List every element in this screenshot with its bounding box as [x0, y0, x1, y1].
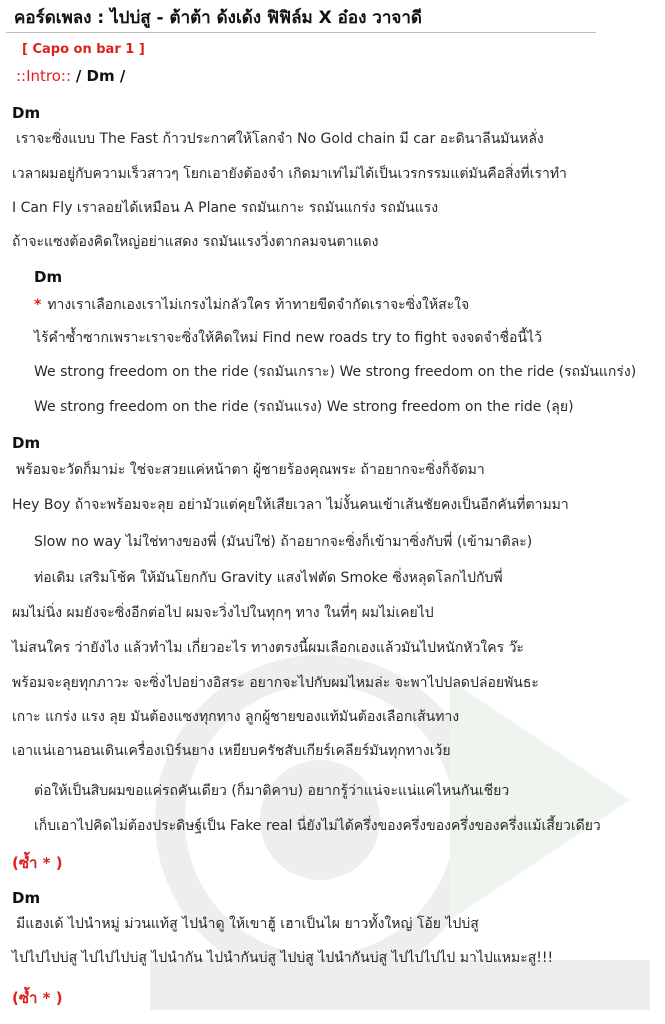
intro-line	[16, 67, 125, 85]
chord-label: Dm	[12, 889, 41, 907]
lyric-line: เก็บเอาไปคิดไม่ต้องประดิษฐ์เป็น Fake real นี่ยังไม่ได้ครึ่งของครึ่งของครึ่งของครึ่งแม้เสี้ยวเดียว	[34, 818, 601, 834]
lyric-line: เกาะ แกร่ง แรง ลุย มันต้องแซงทุกทาง ลูกผู้ชายของแท้มันต้องเลือกเส้นทาง	[12, 709, 460, 725]
intro-label: ::Intro::	[16, 67, 72, 85]
intro-chords: / Dm /	[75, 67, 126, 85]
lyric-line	[34, 294, 469, 316]
lyric-line: เราจะซิ่งแบบ The Fast ก้าวประกาศให้โลกจำ No Gold chain มี car อะดินาลีนมันหลั่ง	[16, 131, 544, 147]
lyric-line: ท่อเดิม เสริมโช้ค ให้มันโยกกับ Gravity แสงไฟตัด Smoke ซิ่งหลุดโลกไปกับพี่	[34, 570, 503, 586]
lyric-line: ไร้คำซ้ำซากเพราะเราจะซิ่งให้คิดใหม่ Find new roads try to fight จงจดจำชื่อนี้ไว้	[34, 330, 542, 346]
page-title: คอร์ดเพลง : ไปบ่สู - ต้าต้า ด้งเด้ง ฟิฟิล์ม X อ๋อง วาจาดี	[14, 8, 422, 28]
chord-label: Dm	[12, 434, 41, 452]
chord-label: Dm	[12, 104, 41, 122]
header	[6, 0, 596, 33]
lyric-line: พร้อมจะวัดก็มาม่ะ ใช่จะสวยแค่หน้าตา ผู้ชายร้องคุณพระ ถ้าอยากจะซิ่งก็จัดมา	[16, 462, 485, 478]
lyric-line: พร้อมจะลุยทุกภาวะ จะซิ่งไปอย่างอิสระ อยากจะไปกับผมไหมล่ะ จะพาไปปลดปล่อยพันธะ	[12, 675, 539, 691]
lyric-line: ไม่สนใคร ว่ายังไง แล้วทำไม เกี่ยวอะไร ทางตรงนี้ผมเลือกเองแล้วมันไปหนักหัวใคร ว๊ะ	[12, 640, 524, 656]
lyric-line: เอาแน่เอานอนเดินเครื่องเบิร์นยาง เหยียบครัชสับเกียร์เคลียร์มันทุกทางเว้ย	[12, 743, 451, 759]
repeat-marker: (ซ้ำ * )	[12, 989, 63, 1007]
lyric-line: ไปไปไปบ่สู ไปไปไปบ่สู ไปนำกัน ไปนำกันบ่สู ไปบ่สู ไปนำกันบ่สู ไปไปไปไป มาไปแหมะสู!!!	[12, 950, 554, 966]
lyric-line: ต่อให้เป็นสิบผมขอแค่รถคันเดียว (ก็มาดิคาบ) อยากรู้ว่าแน่จะแน่แค่ไหนกันเชียว	[34, 783, 510, 799]
lyric-line: Hey Boy ถ้าจะพร้อมจะลุย อย่ามัวแต่คุยให้เสียเวลา ไม่งั้นคนเข้าเส้นชัยคงเป็นอีกคันที่ตามมา	[12, 497, 569, 513]
lyric-line: ถ้าจะแซงต้องคิดใหญ่อย่าแสดง รถมันแรงวิ่งตากลมจนตาแดง	[12, 234, 379, 250]
lyric-line: We strong freedom on the ride (รถมันแรง) We strong freedom on the ride (ลุย)	[34, 399, 574, 415]
chorus-marker: *	[34, 297, 42, 313]
capo-note: [ Capo on bar 1 ]	[22, 42, 145, 57]
lyric-text: ทางเราเลือกเองเราไม่เกรงไม่กลัวใคร ท้าทายขีดจำกัดเราจะซิ่งให้สะใจ	[47, 297, 470, 313]
lyric-line: Slow no way ไม่ใช่ทางของพี่ (มันบ่ใช่) ถ้าอยากจะซิ่งก็เข้ามาซิ่งกับพี่ (เข้ามาติละ)	[34, 534, 533, 550]
lyric-line: ผมไม่นิ่ง ผมยังจะซิ่งอีกต่อไป ผมจะวิ่งไปในทุกๆ ทาง ในที่ๆ ผมไม่เคยไป	[12, 605, 434, 621]
lyric-line: I Can Fly เราลอยได้เหมือน A Plane รถมันเกาะ รถมันแกร่ง รถมันแรง	[12, 200, 439, 216]
lyric-line: We strong freedom on the ride (รถมันเกราะ) We strong freedom on the ride (รถมันแกร่ง)	[34, 364, 637, 380]
repeat-marker: (ซ้ำ * )	[12, 854, 63, 872]
chord-label: Dm	[34, 268, 63, 286]
lyric-line: เวลาผมอยู่กับความเร็วสาวๆ โยกเอายังต้องจำ เกิดมาเท่ไม่ได้เป็นเวรกรรมแต่มันคือสิ่งที่เราทำ	[12, 166, 567, 182]
lyric-line: มีแฮงเด้ ไปนำหมู่ ม่วนแท้สู ไปนำดู ให้เขาฮู้ เฮาเป็นไผ ยาวทั้งใหญ่ โอ้ย ไปบ่สู	[16, 916, 479, 932]
